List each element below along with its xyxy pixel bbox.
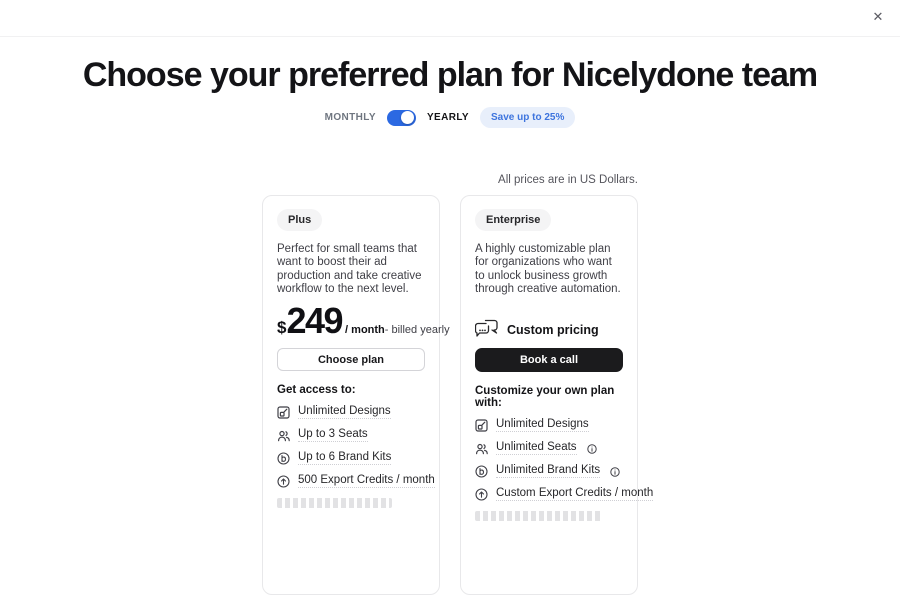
info-icon[interactable] (610, 467, 620, 477)
feature-label: Unlimited Designs (496, 418, 589, 430)
billing-toggle-row (0, 107, 900, 128)
brand-kit-icon (475, 465, 488, 478)
price-area (277, 300, 450, 341)
book-call-button[interactable]: Book a call (475, 348, 623, 372)
feature-row (475, 464, 623, 478)
currency-note: All prices are in US Dollars. (498, 174, 638, 186)
price-amount: 249 (286, 300, 343, 341)
feature-row (277, 405, 425, 419)
plan-cards (262, 195, 654, 595)
features-heading: Get access to: (277, 384, 356, 396)
plan-name-badge: Plus (277, 209, 322, 231)
billing-note: - billed yearly (384, 324, 450, 336)
design-icon (475, 419, 488, 432)
custom-pricing-label: Custom pricing (507, 323, 599, 337)
feature-row-clipped (475, 511, 603, 521)
feature-label: Unlimited Designs (298, 405, 391, 417)
feature-row (475, 418, 623, 432)
plan-card-plus (262, 195, 450, 595)
page-title: Choose your preferred plan for Nicelydone team (82, 56, 818, 94)
plan-description: A highly customizable plan for organizations who want to unlock business growth through creative automation. (475, 243, 621, 296)
feature-label: Unlimited Seats (496, 441, 577, 453)
plan-card-enterprise (460, 195, 654, 595)
feature-row (475, 441, 623, 455)
features-heading: Customize your own plan with: (475, 385, 615, 409)
toggle-knob (401, 111, 414, 124)
feature-label: Custom Export Credits / month (496, 487, 654, 499)
info-icon[interactable] (587, 444, 597, 454)
chat-bubbles-icon (475, 318, 499, 339)
save-badge: Save up to 25% (480, 107, 575, 128)
price-period: / month (345, 324, 385, 336)
plan-name-badge: Enterprise (475, 209, 551, 231)
feature-row (475, 487, 654, 501)
choose-plan-button[interactable]: Choose plan (277, 348, 425, 371)
plan-description: Perfect for small teams that want to boost their ad production and take creative workflow to the next level. (277, 243, 422, 296)
close-icon[interactable]: ✕ (872, 8, 884, 24)
users-icon (277, 429, 290, 442)
feature-row (277, 451, 425, 465)
feature-label: 500 Export Credits / month (298, 474, 435, 486)
feature-label: Up to 3 Seats (298, 428, 368, 440)
feature-label: Up to 6 Brand Kits (298, 451, 392, 463)
price-currency: $ (277, 318, 287, 337)
billing-toggle-switch[interactable] (387, 110, 416, 126)
monthly-label[interactable]: MONTHLY (324, 112, 376, 123)
feature-label: Unlimited Brand Kits (496, 464, 601, 476)
modal-header-bar (0, 0, 900, 37)
export-icon (475, 488, 488, 501)
feature-row (277, 474, 435, 488)
feature-row (277, 428, 425, 442)
export-icon (277, 475, 290, 488)
brand-kit-icon (277, 452, 290, 465)
yearly-label[interactable]: YEARLY (426, 112, 469, 123)
design-icon (277, 406, 290, 419)
price-area (475, 301, 623, 339)
feature-row-clipped (277, 498, 392, 508)
users-icon (475, 442, 488, 455)
